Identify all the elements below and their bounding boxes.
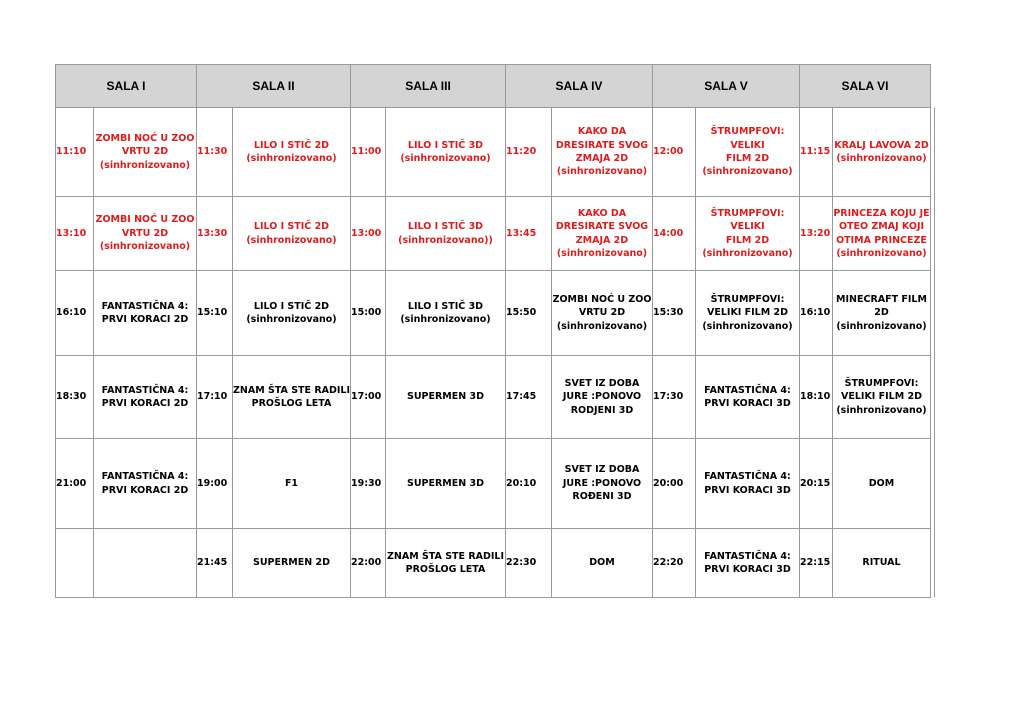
movie-title bbox=[233, 197, 351, 271]
showtime: 13:10 bbox=[56, 197, 94, 271]
movie-title-line: VRTU 2D bbox=[121, 146, 169, 158]
movie-title bbox=[833, 271, 931, 356]
movie-title bbox=[833, 529, 931, 598]
hall-header: SALA VI bbox=[800, 65, 931, 108]
movie-title-line: ŠTRUMPFOVI: bbox=[710, 293, 785, 305]
movie-title bbox=[386, 439, 506, 529]
movie-title bbox=[386, 356, 506, 439]
movie-title bbox=[696, 108, 800, 197]
schedule-row bbox=[56, 271, 931, 356]
movie-title-line: LILO I STIČ 3D bbox=[407, 221, 484, 233]
hall-header: SALA IV bbox=[506, 65, 653, 108]
movie-title bbox=[94, 529, 197, 598]
header-row bbox=[56, 65, 931, 108]
movie-title bbox=[94, 271, 197, 356]
showtime: 11:20 bbox=[506, 108, 552, 197]
movie-title bbox=[552, 108, 653, 197]
movie-title-line: JURE :PONOVO bbox=[562, 477, 642, 489]
movie-title-line: ZOMBI NOĆ U ZOO bbox=[95, 214, 195, 226]
movie-title bbox=[833, 197, 931, 271]
movie-title-line: DOM bbox=[868, 477, 895, 489]
showtime bbox=[56, 529, 94, 598]
showtime: 15:30 bbox=[653, 271, 696, 356]
showtime: 19:30 bbox=[351, 439, 386, 529]
movie-title-line: VELIKI FILM 2D bbox=[707, 307, 788, 319]
movie-title-line: JURE :PONOVO bbox=[562, 391, 642, 403]
showtime: 22:00 bbox=[351, 529, 386, 598]
movie-title bbox=[552, 197, 653, 271]
movie-title-line: (sinhronizovano) bbox=[246, 153, 337, 164]
movie-title-line: ŠTRUMPFOVI: bbox=[844, 377, 919, 389]
movie-title-line: ZMAJA 2D bbox=[575, 153, 629, 164]
showtime: 17:30 bbox=[653, 356, 696, 439]
movie-title bbox=[94, 197, 197, 271]
showtime: 13:30 bbox=[197, 197, 233, 271]
movie-title bbox=[386, 271, 506, 356]
movie-title-line: ZOMBI NOĆ U ZOO bbox=[95, 132, 195, 144]
movie-title-line: (sinhronizovano) bbox=[400, 153, 491, 164]
movie-title bbox=[233, 439, 351, 529]
movie-title-line: PRVI KORACI 2D bbox=[101, 398, 189, 409]
movie-title bbox=[552, 271, 653, 356]
schedule-row bbox=[56, 197, 931, 271]
movie-title-line: PRVI KORACI 3D bbox=[704, 484, 791, 496]
schedule-body bbox=[56, 108, 931, 598]
movie-title-line: LILO I STIČ 3D bbox=[407, 300, 484, 312]
movie-title bbox=[833, 356, 931, 439]
showtime: 17:00 bbox=[351, 356, 386, 439]
movie-title-line: SUPERMEN 3D bbox=[406, 477, 485, 489]
movie-title-line: ZMAJA 2D bbox=[575, 234, 629, 246]
showtime: 17:10 bbox=[197, 356, 233, 439]
movie-title-line: (sinhronizovano) bbox=[702, 320, 793, 332]
movie-title-line: PROŠLOG LETA bbox=[405, 564, 486, 575]
movie-title-line: VRTU 2D bbox=[578, 307, 626, 319]
movie-title-line: FANTASTIČNA 4: bbox=[704, 384, 791, 396]
movie-title-line: (sinhronizovano) bbox=[556, 320, 648, 332]
showtime: 19:00 bbox=[197, 439, 233, 529]
movie-title-line: FILM 2D bbox=[725, 234, 770, 246]
movie-title bbox=[696, 439, 800, 529]
movie-title bbox=[386, 197, 506, 271]
movie-title-line: ZNAM ŠTA STE RADILI bbox=[233, 384, 350, 396]
showtime: 11:15 bbox=[800, 108, 833, 197]
movie-title-line: (sinhronizovano) bbox=[246, 314, 337, 325]
movie-title-line: PRVI KORACI 2D bbox=[101, 484, 189, 496]
showtime: 13:45 bbox=[506, 197, 552, 271]
movie-title-line: LILO I STIČ 2D bbox=[253, 139, 330, 151]
movie-title-line: FILM 2D bbox=[725, 153, 770, 164]
showtime: 21:00 bbox=[56, 439, 94, 529]
table-edge-line bbox=[934, 108, 935, 597]
showtime: 21:45 bbox=[197, 529, 233, 598]
movie-title-line: PRVI KORACI 3D bbox=[704, 564, 791, 575]
movie-title-line: SVET IZ DOBA bbox=[564, 377, 640, 389]
movie-title-line: RODJENI 3D bbox=[570, 404, 634, 416]
movie-title-line: PRINCEZA KOJU JE bbox=[833, 207, 930, 219]
movie-title bbox=[94, 356, 197, 439]
movie-title-line: (sinhronizovano) bbox=[556, 166, 648, 178]
showtime: 15:00 bbox=[351, 271, 386, 356]
movie-title-line: (sinhronizovano)) bbox=[398, 234, 493, 246]
movie-title-line: RITUAL bbox=[862, 557, 901, 569]
movie-title-line: FANTASTIČNA 4: bbox=[704, 550, 791, 562]
movie-title bbox=[696, 197, 800, 271]
movie-title-line: VRTU 2D bbox=[121, 227, 169, 239]
movie-title-line: ŠTRUMPFOVI: VELIKI bbox=[710, 207, 785, 233]
movie-title-line: ŠTRUMPFOVI: VELIKI bbox=[710, 126, 785, 151]
movie-title-line: FANTASTIČNA 4: bbox=[101, 300, 189, 312]
movie-title bbox=[552, 356, 653, 439]
hall-header: SALA V bbox=[653, 65, 800, 108]
showtime: 13:20 bbox=[800, 197, 833, 271]
showtime: 15:50 bbox=[506, 271, 552, 356]
cinema-schedule-table bbox=[55, 64, 931, 598]
movie-title bbox=[552, 439, 653, 529]
movie-title bbox=[696, 529, 800, 598]
hall-header: SALA II bbox=[197, 65, 351, 108]
movie-title bbox=[233, 271, 351, 356]
movie-title-line: VELIKI FILM 2D bbox=[841, 391, 922, 403]
movie-title bbox=[94, 439, 197, 529]
showtime: 22:20 bbox=[653, 529, 696, 598]
movie-title-line: PRVI KORACI 3D bbox=[704, 398, 791, 409]
showtime: 15:10 bbox=[197, 271, 233, 356]
movie-title-line: (sinhronizovano) bbox=[836, 320, 927, 332]
schedule-row bbox=[56, 356, 931, 439]
showtime: 18:10 bbox=[800, 356, 833, 439]
showtime: 11:30 bbox=[197, 108, 233, 197]
movie-title-line: PROŠLOG LETA bbox=[251, 398, 332, 409]
movie-title-line: (sinhronizovano) bbox=[836, 247, 927, 259]
schedule-row bbox=[56, 439, 931, 529]
movie-title-line: DRESIRATE SVOG bbox=[555, 139, 649, 151]
hall-header: SALA I bbox=[56, 65, 197, 108]
movie-title-line: LILO I STIČ 3D bbox=[407, 139, 484, 151]
showtime: 11:10 bbox=[56, 108, 94, 197]
movie-title-line: KAKO DA bbox=[577, 207, 627, 219]
movie-title-line: SVET IZ DOBA bbox=[564, 464, 640, 476]
showtime: 11:00 bbox=[351, 108, 386, 197]
movie-title-line: DOM bbox=[589, 557, 615, 569]
movie-title-line: (sinhronizovano) bbox=[246, 234, 337, 246]
schedule-row bbox=[56, 529, 931, 598]
showtime: 14:00 bbox=[653, 197, 696, 271]
showtime: 16:10 bbox=[800, 271, 833, 356]
movie-title bbox=[233, 356, 351, 439]
movie-title bbox=[233, 108, 351, 197]
movie-title-line: (sinhronizovano) bbox=[836, 404, 927, 416]
movie-title-line: PRVI KORACI 2D bbox=[101, 314, 189, 325]
movie-title bbox=[696, 356, 800, 439]
movie-title-line: (sinhronizovano) bbox=[836, 153, 927, 164]
showtime: 22:15 bbox=[800, 529, 833, 598]
movie-title bbox=[552, 529, 653, 598]
movie-title-line: ZOMBI NOĆ U ZOO bbox=[552, 293, 652, 305]
movie-title bbox=[94, 108, 197, 197]
movie-title-line: (sinhronizovano) bbox=[702, 247, 793, 259]
movie-title bbox=[386, 529, 506, 598]
movie-title-line: LILO I STIČ 2D bbox=[253, 300, 330, 312]
movie-title bbox=[833, 439, 931, 529]
movie-title-line: (sinhronizovano) bbox=[99, 241, 191, 253]
movie-title-line: (sinhronizovano) bbox=[556, 247, 648, 259]
movie-title-line: DRESIRATE SVOG bbox=[555, 221, 649, 233]
movie-title-line: SUPERMEN 2D bbox=[252, 557, 331, 569]
showtime: 22:30 bbox=[506, 529, 552, 598]
movie-title-line: OTIMA PRINCEZE bbox=[836, 234, 927, 246]
movie-title-line: SUPERMEN 3D bbox=[406, 391, 485, 403]
schedule-row bbox=[56, 108, 931, 197]
showtime: 13:00 bbox=[351, 197, 386, 271]
movie-title-line: LILO I STIČ 2D bbox=[253, 221, 330, 233]
movie-title-line: 2D bbox=[874, 307, 889, 319]
movie-title bbox=[233, 529, 351, 598]
movie-title-line: (sinhronizovano) bbox=[702, 166, 793, 178]
movie-title-line: ROĐENI 3D bbox=[572, 491, 632, 503]
movie-title-line: OTEO ZMAJ KOJI bbox=[838, 221, 925, 233]
movie-title-line: FANTASTIČNA 4: bbox=[704, 471, 791, 483]
movie-title bbox=[833, 108, 931, 197]
showtime: 20:00 bbox=[653, 439, 696, 529]
showtime: 17:45 bbox=[506, 356, 552, 439]
movie-title-line: ZNAM ŠTA STE RADILI bbox=[387, 550, 504, 562]
hall-header: SALA III bbox=[351, 65, 506, 108]
movie-title-line: MINECRAFT FILM bbox=[836, 293, 927, 305]
movie-title-line: F1 bbox=[284, 477, 299, 489]
movie-title-line: (sinhronizovano) bbox=[400, 314, 491, 325]
movie-title-line: FANTASTIČNA 4: bbox=[101, 471, 189, 483]
movie-title bbox=[696, 271, 800, 356]
movie-title-line: FANTASTIČNA 4: bbox=[101, 384, 189, 396]
showtime: 18:30 bbox=[56, 356, 94, 439]
showtime: 20:10 bbox=[506, 439, 552, 529]
movie-title-line: KAKO DA bbox=[577, 126, 627, 138]
showtime: 20:15 bbox=[800, 439, 833, 529]
movie-title bbox=[386, 108, 506, 197]
movie-title-line: KRALJ LAVOVA 2D bbox=[834, 139, 929, 151]
showtime: 16:10 bbox=[56, 271, 94, 356]
movie-title-line: (sinhronizovano) bbox=[99, 159, 191, 171]
showtime: 12:00 bbox=[653, 108, 696, 197]
